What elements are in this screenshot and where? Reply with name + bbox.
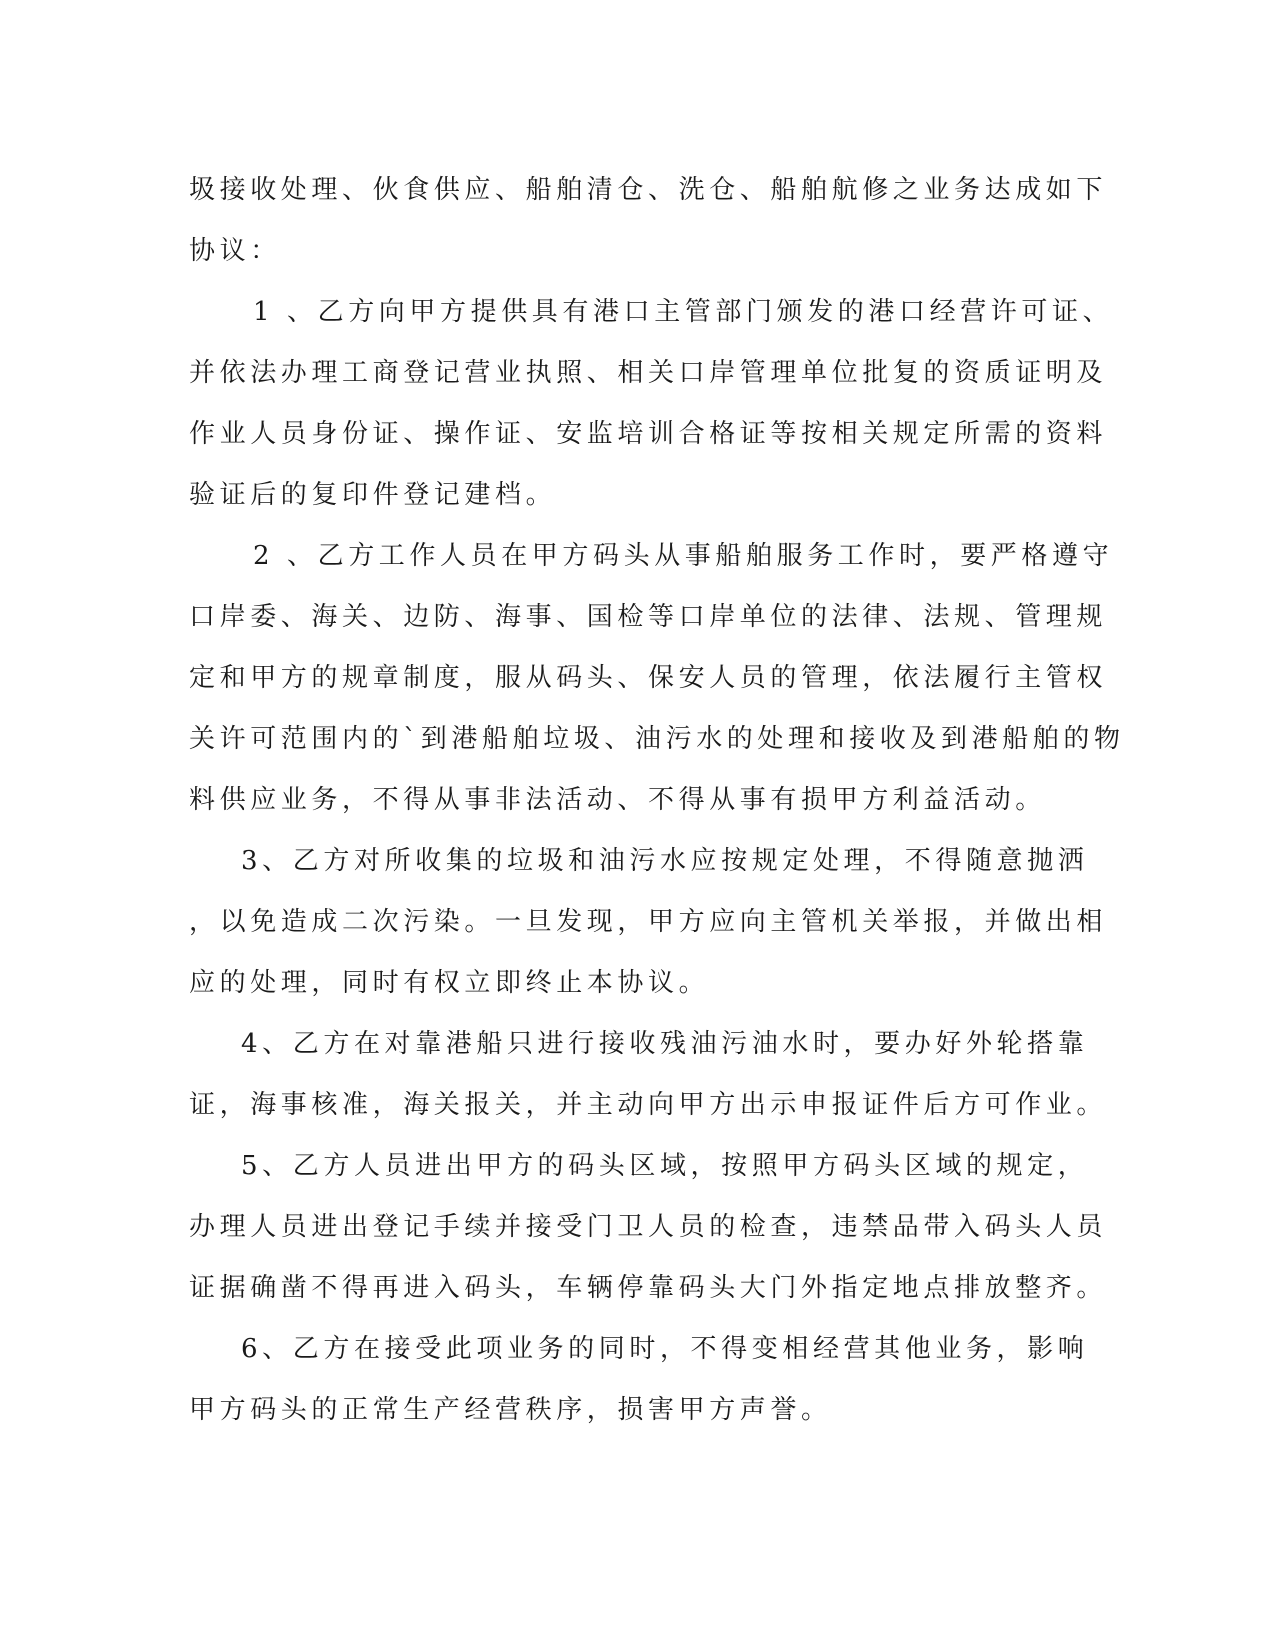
- clause-3-line: 应的处理，同时有权立即终止本协议。: [189, 968, 710, 998]
- clause-5-line: 5、乙方人员进出甲方的码头区域，按照甲方码头区域的规定，: [241, 1151, 1089, 1181]
- clause-2-line: 料供应业务，不得从事非法活动、不得从事有损甲方利益活动。: [189, 785, 1046, 815]
- document-body: [189, 160, 1125, 1441]
- clause-3-line: ，以免造成二次污染。一旦发现，甲方应向主管机关举报，并做出相: [189, 907, 1108, 937]
- paragraph-line: 协议：: [189, 236, 281, 266]
- clause-5-line: 证据确凿不得再进入码头，车辆停靠码头大门外指定地点排放整齐。: [189, 1273, 1108, 1303]
- clause-2-line: 口岸委、海关、边防、海事、国检等口岸单位的法律、法规、管理规: [189, 602, 1108, 632]
- clause-2-line: 关许可范围内的`到港船舶垃圾、油污水的处理和接收及到港船舶的物: [189, 724, 1125, 754]
- clause-6-line: 6、乙方在接受此项业务的同时，不得变相经营其他业务，影响: [241, 1334, 1089, 1364]
- clause-1-line: 并依法办理工商登记营业执照、相关口岸管理单位批复的资质证明及: [189, 358, 1108, 388]
- clause-2-line: 2 、乙方工作人员在甲方码头从事船舶服务工作时，要严格遵守: [253, 541, 1114, 571]
- clause-1-line: 验证后的复印件登记建档。: [189, 480, 557, 510]
- clause-6-line: 甲方码头的正常生产经营秩序，损害甲方声誉。: [189, 1395, 832, 1425]
- clause-1-line: 1 、乙方向甲方提供具有港口主管部门颁发的港口经营许可证、: [253, 297, 1114, 327]
- clause-4-line: 4、乙方在对靠港船只进行接收残油污油水时，要办好外轮搭靠: [241, 1029, 1089, 1059]
- clause-4-line: 证，海事核准，海关报关，并主动向甲方出示申报证件后方可作业。: [189, 1090, 1108, 1120]
- clause-1-line: 作业人员身份证、操作证、安监培训合格证等按相关规定所需的资料: [189, 419, 1108, 449]
- clause-3-line: 3、乙方对所收集的垃圾和油污水应按规定处理，不得随意抛洒: [241, 846, 1089, 876]
- paragraph-line: 圾接收处理、伙食供应、船舶清仓、洗仓、船舶航修之业务达成如下: [189, 175, 1108, 205]
- clause-2-line: 定和甲方的规章制度，服从码头、保安人员的管理，依法履行主管权: [189, 663, 1108, 693]
- clause-5-line: 办理人员进出登记手续并接受门卫人员的检查，违禁品带入码头人员: [189, 1212, 1108, 1242]
